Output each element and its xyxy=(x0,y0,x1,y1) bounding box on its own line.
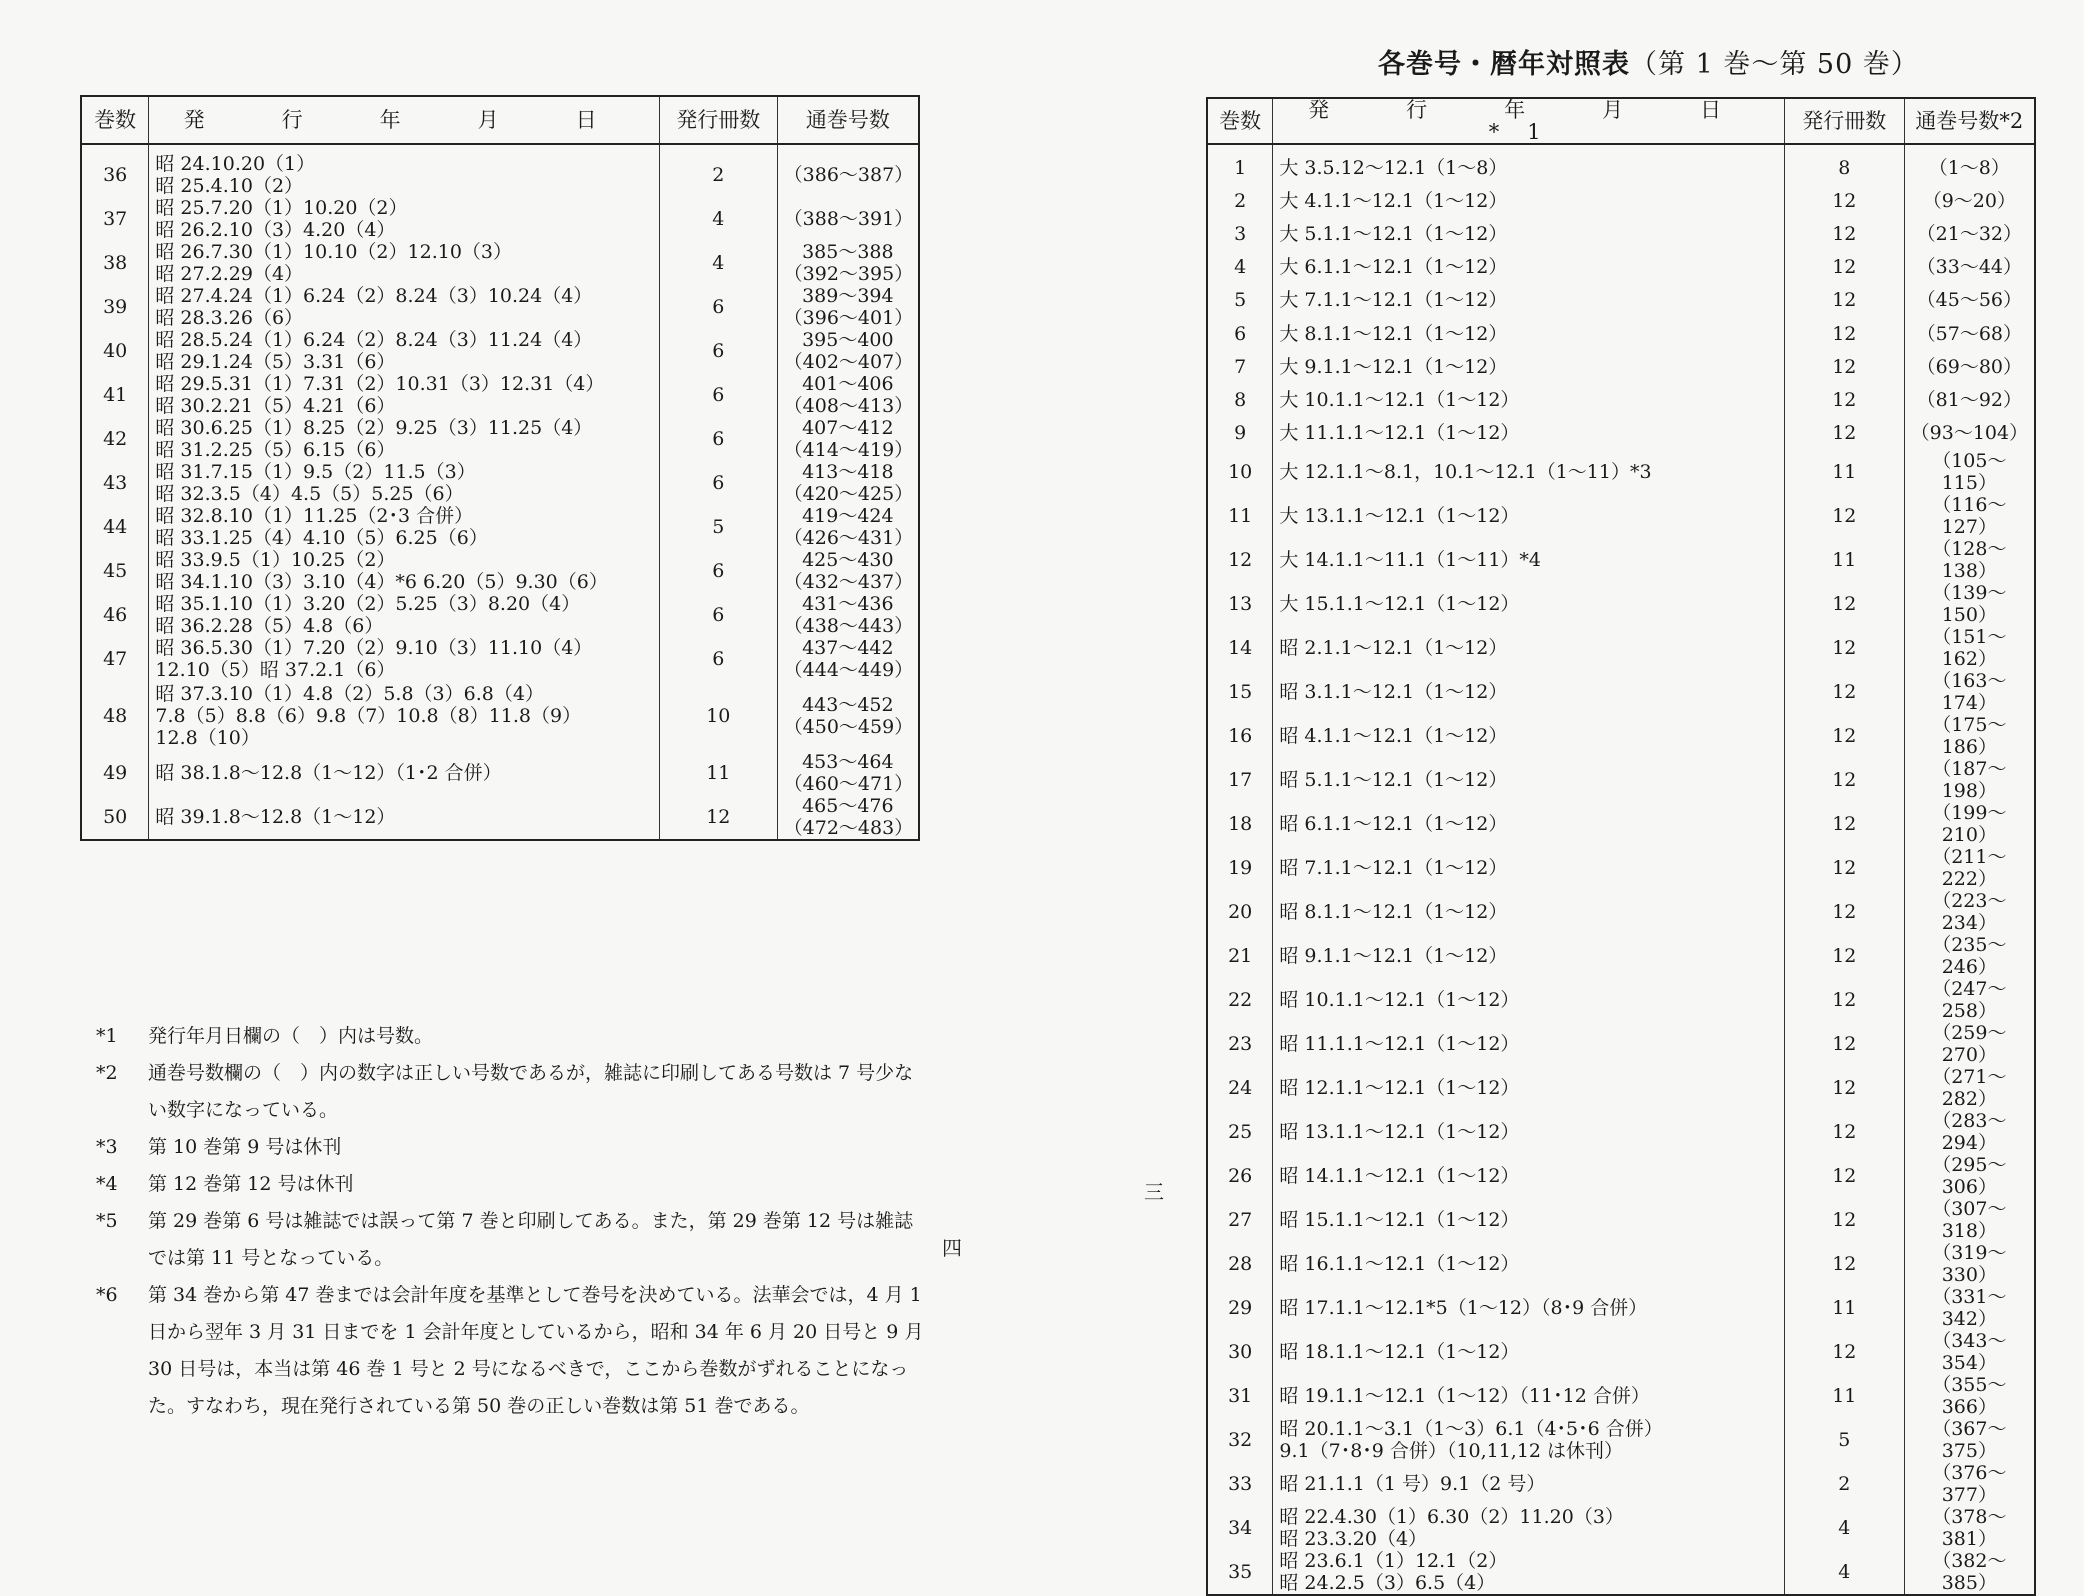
count-cell: 12 xyxy=(659,795,777,840)
footnote-mark: *3 xyxy=(96,1136,118,1158)
range-cell: （259〜270） xyxy=(1904,1022,2035,1066)
date-cell: 昭 26.7.30（1）10.10（2）12.10（3） 昭 27.2.29（4） xyxy=(149,241,660,285)
volume-cell: 19 xyxy=(1207,846,1273,890)
volume-cell: 49 xyxy=(81,751,149,795)
count-cell: 4 xyxy=(1784,1550,1904,1595)
footnotes xyxy=(96,1018,926,1425)
date-cell: 昭 9.1.1〜12.1（1〜12） xyxy=(1273,934,1785,978)
left-volume-table xyxy=(80,95,920,841)
date-cell: 昭 35.1.10（1）3.20（2）5.25（3）8.20（4） 昭 36.2.28（5）4.8（6） xyxy=(149,593,660,637)
date-cell: 昭 39.1.8〜12.8（1〜12） xyxy=(149,795,660,840)
left-page xyxy=(0,0,1042,1514)
volume-cell: 13 xyxy=(1207,582,1273,626)
table-row xyxy=(81,417,919,461)
date-cell: 昭 38.1.8〜12.8（1〜12）（1･2 合併） xyxy=(149,751,660,795)
count-cell: 6 xyxy=(659,373,777,417)
range-cell: （105〜115） xyxy=(1904,450,2035,494)
count-cell: 11 xyxy=(1784,1286,1904,1330)
table-row xyxy=(1207,846,2035,890)
date-cell: 大 9.1.1〜12.1（1〜12） xyxy=(1273,350,1785,383)
range-cell: （69〜80） xyxy=(1904,350,2035,383)
header-volume: 巻数 xyxy=(1207,98,1273,144)
range-cell: 385〜388 （392〜395） xyxy=(777,241,919,285)
range-cell: （57〜68） xyxy=(1904,317,2035,350)
table-row xyxy=(1207,758,2035,802)
range-cell: （307〜318） xyxy=(1904,1198,2035,1242)
footnote-text: 発行年月日欄の（ ）内は号数。 xyxy=(148,1025,434,1047)
page-title xyxy=(1378,42,1919,81)
right-volume-table xyxy=(1206,97,2036,1596)
date-cell: 大 13.1.1〜12.1（1〜12） xyxy=(1273,494,1785,538)
count-cell: 5 xyxy=(1784,1418,1904,1462)
date-cell: 大 8.1.1〜12.1（1〜12） xyxy=(1273,317,1785,350)
footnote-text: 第 12 巻第 12 号は休刊 xyxy=(148,1173,354,1195)
volume-cell: 7 xyxy=(1207,350,1273,383)
count-cell: 12 xyxy=(1784,1110,1904,1154)
table-row xyxy=(1207,1198,2035,1242)
range-cell: （295〜306） xyxy=(1904,1154,2035,1198)
date-cell: 昭 19.1.1〜12.1（1〜12）（11･12 合併） xyxy=(1273,1374,1785,1418)
table-row xyxy=(1207,317,2035,350)
date-cell: 昭 14.1.1〜12.1（1〜12） xyxy=(1273,1154,1785,1198)
count-cell: 11 xyxy=(1784,538,1904,582)
date-cell: 昭 2.1.1〜12.1（1〜12） xyxy=(1273,626,1785,670)
table-row xyxy=(81,795,919,840)
count-cell: 10 xyxy=(659,681,777,751)
table-row xyxy=(1207,802,2035,846)
volume-cell: 12 xyxy=(1207,538,1273,582)
volume-cell: 34 xyxy=(1207,1506,1273,1550)
range-cell: （367〜375） xyxy=(1904,1418,2035,1462)
right-table-body xyxy=(1207,144,2035,1595)
table-row xyxy=(1207,934,2035,978)
footnote-text: 通巻号数欄の（ ）内の数字は正しい号数であるが，雑誌に印刷してある号数は 7 号少ない数字になっている。 xyxy=(148,1062,914,1121)
volume-cell: 3 xyxy=(1207,217,1273,250)
header-issue-count: 発行冊数 xyxy=(659,96,777,144)
range-cell: 419〜424 （426〜431） xyxy=(777,505,919,549)
count-cell: 12 xyxy=(1784,626,1904,670)
range-cell: （116〜127） xyxy=(1904,494,2035,538)
table-row xyxy=(81,593,919,637)
date-cell: 大 15.1.1〜12.1（1〜12） xyxy=(1273,582,1785,626)
count-cell: 2 xyxy=(1784,1462,1904,1506)
count-cell: 8 xyxy=(1784,151,1904,184)
date-cell: 昭 27.4.24（1）6.24（2）8.24（3）10.24（4） 昭 28.3.26（6） xyxy=(149,285,660,329)
volume-cell: 29 xyxy=(1207,1286,1273,1330)
volume-cell: 41 xyxy=(81,373,149,417)
date-cell: 昭 20.1.1〜3.1（1〜3）6.1（4･5･6 合併） 9.1（7･8･9 合併）（10,11,12 は休刊） xyxy=(1273,1418,1785,1462)
table-row xyxy=(1207,1418,2035,1462)
date-cell: 大 6.1.1〜12.1（1〜12） xyxy=(1273,251,1785,284)
date-cell: 大 10.1.1〜12.1（1〜12） xyxy=(1273,383,1785,416)
count-cell: 12 xyxy=(1784,582,1904,626)
date-cell: 昭 8.1.1〜12.1（1〜12） xyxy=(1273,890,1785,934)
footnote-mark: *6 xyxy=(96,1284,118,1306)
table-row xyxy=(1207,1242,2035,1286)
count-cell: 12 xyxy=(1784,417,1904,450)
footnote-mark: *1 xyxy=(96,1025,118,1047)
range-cell: （1〜8） xyxy=(1904,151,2035,184)
table-row xyxy=(81,153,919,197)
range-cell: （128〜138） xyxy=(1904,538,2035,582)
date-cell: 昭 32.8.10（1）11.25（2･3 合併） 昭 33.1.25（4）4.10（5）6.25（6） xyxy=(149,505,660,549)
footnote xyxy=(96,1055,926,1129)
volume-cell: 14 xyxy=(1207,626,1273,670)
volume-cell: 15 xyxy=(1207,670,1273,714)
range-cell: （319〜330） xyxy=(1904,1242,2035,1286)
date-cell: 大 7.1.1〜12.1（1〜12） xyxy=(1273,284,1785,317)
volume-cell: 10 xyxy=(1207,450,1273,494)
date-cell: 昭 21.1.1（1 号）9.1（2 号） xyxy=(1273,1462,1785,1506)
footnote xyxy=(96,1166,926,1203)
volume-cell: 36 xyxy=(81,153,149,197)
count-cell: 2 xyxy=(659,153,777,197)
range-cell: （151〜162） xyxy=(1904,626,2035,670)
range-cell: （9〜20） xyxy=(1904,184,2035,217)
range-cell: （271〜282） xyxy=(1904,1066,2035,1110)
table-row xyxy=(1207,350,2035,383)
count-cell: 12 xyxy=(1784,184,1904,217)
count-cell: 12 xyxy=(1784,251,1904,284)
table-row xyxy=(1207,184,2035,217)
page-number-right: 三 xyxy=(1144,1180,1164,1204)
volume-cell: 46 xyxy=(81,593,149,637)
count-cell: 12 xyxy=(1784,714,1904,758)
range-cell: （235〜246） xyxy=(1904,934,2035,978)
footnote xyxy=(96,1129,926,1166)
table-row xyxy=(1207,417,2035,450)
table-row xyxy=(1207,1022,2035,1066)
volume-cell: 8 xyxy=(1207,383,1273,416)
count-cell: 12 xyxy=(1784,670,1904,714)
range-cell: （378〜381） xyxy=(1904,1506,2035,1550)
volume-cell: 1 xyxy=(1207,151,1273,184)
table-row xyxy=(1207,1506,2035,1550)
range-cell: （355〜366） xyxy=(1904,1374,2035,1418)
range-cell: （163〜174） xyxy=(1904,670,2035,714)
table-row xyxy=(81,373,919,417)
count-cell: 12 xyxy=(1784,284,1904,317)
date-cell: 昭 4.1.1〜12.1（1〜12） xyxy=(1273,714,1785,758)
table-row xyxy=(1207,1550,2035,1595)
volume-cell: 45 xyxy=(81,549,149,593)
table-row xyxy=(1207,1154,2035,1198)
count-cell: 4 xyxy=(659,197,777,241)
date-cell: 大 4.1.1〜12.1（1〜12） xyxy=(1273,184,1785,217)
volume-cell: 42 xyxy=(81,417,149,461)
date-cell: 昭 31.7.15（1）9.5（2）11.5（3） 昭 32.3.5（4）4.5（5）5.25（6） xyxy=(149,461,660,505)
count-cell: 12 xyxy=(1784,1066,1904,1110)
date-cell: 昭 15.1.1〜12.1（1〜12） xyxy=(1273,1198,1785,1242)
range-cell: 465〜476 （472〜483） xyxy=(777,795,919,840)
date-cell: 昭 10.1.1〜12.1（1〜12） xyxy=(1273,978,1785,1022)
header-volume: 巻数 xyxy=(81,96,149,144)
count-cell: 12 xyxy=(1784,802,1904,846)
volume-cell: 11 xyxy=(1207,494,1273,538)
date-cell: 昭 11.1.1〜12.1（1〜12） xyxy=(1273,1022,1785,1066)
count-cell: 12 xyxy=(1784,1022,1904,1066)
footnote-text: 第 10 巻第 9 号は休刊 xyxy=(148,1136,342,1158)
volume-cell: 25 xyxy=(1207,1110,1273,1154)
count-cell: 11 xyxy=(1784,1374,1904,1418)
volume-cell: 31 xyxy=(1207,1374,1273,1418)
count-cell: 12 xyxy=(1784,846,1904,890)
footnote-mark: *2 xyxy=(96,1062,118,1084)
table-row xyxy=(1207,890,2035,934)
volume-cell: 44 xyxy=(81,505,149,549)
volume-cell: 9 xyxy=(1207,417,1273,450)
range-cell: （343〜354） xyxy=(1904,1330,2035,1374)
table-spacer-row xyxy=(1207,144,2035,151)
count-cell: 6 xyxy=(659,285,777,329)
volume-cell: 26 xyxy=(1207,1154,1273,1198)
range-cell: （386〜387） xyxy=(777,153,919,197)
count-cell: 6 xyxy=(659,637,777,681)
page-number-left: 四 xyxy=(942,1236,962,1260)
volume-cell: 47 xyxy=(81,637,149,681)
footnote-mark: *5 xyxy=(96,1210,118,1232)
range-cell: （382〜385） xyxy=(1904,1550,2035,1595)
count-cell: 12 xyxy=(1784,1330,1904,1374)
count-cell: 11 xyxy=(1784,450,1904,494)
table-spacer-row xyxy=(81,144,919,153)
volume-cell: 21 xyxy=(1207,934,1273,978)
date-cell: 昭 13.1.1〜12.1（1〜12） xyxy=(1273,1110,1785,1154)
table-row xyxy=(1207,284,2035,317)
date-cell: 昭 7.1.1〜12.1（1〜12） xyxy=(1273,846,1785,890)
date-cell: 昭 5.1.1〜12.1（1〜12） xyxy=(1273,758,1785,802)
count-cell: 12 xyxy=(1784,217,1904,250)
count-cell: 11 xyxy=(659,751,777,795)
volume-cell: 4 xyxy=(1207,251,1273,284)
header-issue-date: 発 行 年 月 日*1 xyxy=(1273,98,1785,144)
footnote xyxy=(96,1018,926,1055)
range-cell: （21〜32） xyxy=(1904,217,2035,250)
title-range: （第 1 巻〜第 50 巻） xyxy=(1630,49,1919,80)
table-row xyxy=(1207,494,2035,538)
table-row xyxy=(1207,1462,2035,1506)
header-cumulative-number: 通巻号数*2 xyxy=(1904,98,2035,144)
range-cell: 401〜406 （408〜413） xyxy=(777,373,919,417)
volume-cell: 5 xyxy=(1207,284,1273,317)
footnote-mark: *4 xyxy=(96,1173,118,1195)
volume-cell: 30 xyxy=(1207,1330,1273,1374)
range-cell: 389〜394 （396〜401） xyxy=(777,285,919,329)
date-cell: 大 14.1.1〜11.1（1〜11）*4 xyxy=(1273,538,1785,582)
table-row xyxy=(1207,1286,2035,1330)
range-cell: （331〜342） xyxy=(1904,1286,2035,1330)
date-cell: 昭 6.1.1〜12.1（1〜12） xyxy=(1273,802,1785,846)
table-row xyxy=(1207,670,2035,714)
range-cell: 431〜436 （438〜443） xyxy=(777,593,919,637)
volume-cell: 50 xyxy=(81,795,149,840)
table-row xyxy=(1207,1110,2035,1154)
table-row xyxy=(1207,978,2035,1022)
volume-cell: 37 xyxy=(81,197,149,241)
table-row xyxy=(1207,626,2035,670)
volume-cell: 33 xyxy=(1207,1462,1273,1506)
count-cell: 12 xyxy=(1784,383,1904,416)
volume-cell: 38 xyxy=(81,241,149,285)
date-cell: 昭 18.1.1〜12.1（1〜12） xyxy=(1273,1330,1785,1374)
count-cell: 6 xyxy=(659,549,777,593)
date-cell: 昭 37.3.10（1）4.8（2）5.8（3）6.8（4） 7.8（5）8.8（6）9.8（7）10.8（8）11.8（9） 12.8（10） xyxy=(149,681,660,751)
volume-cell: 24 xyxy=(1207,1066,1273,1110)
count-cell: 12 xyxy=(1784,934,1904,978)
count-cell: 6 xyxy=(659,417,777,461)
footnote-text: 第 34 巻から第 47 巻までは会計年度を基準として巻号を決めている。法華会では，4 月 1 日から翌年 3 月 31 日までを 1 会計年度としているから，昭和 34 年 6 月 20 日号と 9 月 30 日号は，本当は第 46 巻 1 号と 2 号になるべきで，ここから巻数がずれることになった。すなわち，現在発行されている第 50 巻の正しい巻数は第 51 巻である。 xyxy=(148,1284,924,1417)
date-cell: 昭 16.1.1〜12.1（1〜12） xyxy=(1273,1242,1785,1286)
date-cell: 昭 33.9.5（1）10.25（2） 昭 34.1.10（3）3.10（4）*6 6.20（5）9.30（6） xyxy=(149,549,660,593)
count-cell: 12 xyxy=(1784,1154,1904,1198)
range-cell: （33〜44） xyxy=(1904,251,2035,284)
date-cell: 昭 3.1.1〜12.1（1〜12） xyxy=(1273,670,1785,714)
date-cell: 昭 30.6.25（1）8.25（2）9.25（3）11.25（4） 昭 31.2.25（5）6.15（6） xyxy=(149,417,660,461)
table-row xyxy=(1207,450,2035,494)
count-cell: 6 xyxy=(659,461,777,505)
range-cell: 413〜418 （420〜425） xyxy=(777,461,919,505)
table-row xyxy=(81,329,919,373)
volume-cell: 6 xyxy=(1207,317,1273,350)
range-cell: 443〜452 （450〜459） xyxy=(777,681,919,751)
right-table-header-row xyxy=(1207,98,2035,144)
table-row xyxy=(81,637,919,681)
date-cell: 昭 36.5.30（1）7.20（2）9.10（3）11.10（4） 12.10（5）昭 37.2.1（6） xyxy=(149,637,660,681)
footnote xyxy=(96,1203,926,1277)
table-row xyxy=(1207,582,2035,626)
table-row xyxy=(81,505,919,549)
volume-cell: 40 xyxy=(81,329,149,373)
table-row xyxy=(1207,1066,2035,1110)
left-table-header-row xyxy=(81,96,919,144)
table-row xyxy=(1207,714,2035,758)
footnote xyxy=(96,1277,926,1425)
range-cell: （211〜222） xyxy=(1904,846,2035,890)
date-cell: 昭 25.7.20（1）10.20（2） 昭 26.2.10（3）4.20（4） xyxy=(149,197,660,241)
count-cell: 6 xyxy=(659,593,777,637)
count-cell: 4 xyxy=(1784,1506,1904,1550)
range-cell: （247〜258） xyxy=(1904,978,2035,1022)
count-cell: 12 xyxy=(1784,978,1904,1022)
range-cell: 437〜442 （444〜449） xyxy=(777,637,919,681)
count-cell: 4 xyxy=(659,241,777,285)
volume-cell: 28 xyxy=(1207,1242,1273,1286)
range-cell: 425〜430 （432〜437） xyxy=(777,549,919,593)
range-cell: （223〜234） xyxy=(1904,890,2035,934)
volume-cell: 20 xyxy=(1207,890,1273,934)
title-main: 各巻号・暦年対照表 xyxy=(1378,49,1630,80)
range-cell: （93〜104） xyxy=(1904,417,2035,450)
volume-cell: 18 xyxy=(1207,802,1273,846)
count-cell: 12 xyxy=(1784,1198,1904,1242)
range-cell: （283〜294） xyxy=(1904,1110,2035,1154)
range-cell: （187〜198） xyxy=(1904,758,2035,802)
header-cumulative-number: 通巻号数 xyxy=(777,96,919,144)
header-issue-date: 発 行 年 月 日 xyxy=(149,96,660,144)
table-row xyxy=(81,461,919,505)
date-cell: 昭 23.6.1（1）12.1（2） 昭 24.2.5（3）6.5（4） xyxy=(1273,1550,1785,1595)
count-cell: 12 xyxy=(1784,1242,1904,1286)
date-cell: 昭 24.10.20（1） 昭 25.4.10（2） xyxy=(149,153,660,197)
table-row xyxy=(1207,251,2035,284)
volume-cell: 23 xyxy=(1207,1022,1273,1066)
volume-cell: 2 xyxy=(1207,184,1273,217)
range-cell: （376〜377） xyxy=(1904,1462,2035,1506)
count-cell: 12 xyxy=(1784,494,1904,538)
date-cell: 昭 28.5.24（1）6.24（2）8.24（3）11.24（4） 昭 29.1.24（5）3.31（6） xyxy=(149,329,660,373)
date-cell: 大 5.1.1〜12.1（1〜12） xyxy=(1273,217,1785,250)
date-cell: 昭 29.5.31（1）7.31（2）10.31（3）12.31（4） 昭 30.2.21（5）4.21（6） xyxy=(149,373,660,417)
count-cell: 5 xyxy=(659,505,777,549)
table-row xyxy=(1207,383,2035,416)
count-cell: 6 xyxy=(659,329,777,373)
table-row xyxy=(81,751,919,795)
volume-cell: 48 xyxy=(81,681,149,751)
footnote-text: 第 29 巻第 6 号は雑誌では誤って第 7 巻と印刷してある。また，第 29 巻第 12 号は雑誌では第 11 号となっている。 xyxy=(148,1210,914,1269)
count-cell: 12 xyxy=(1784,758,1904,802)
date-cell: 昭 17.1.1〜12.1*5（1〜12）（8･9 合併） xyxy=(1273,1286,1785,1330)
range-cell: 395〜400 （402〜407） xyxy=(777,329,919,373)
table-row xyxy=(1207,1374,2035,1418)
table-row xyxy=(1207,151,2035,184)
range-cell: 453〜464 （460〜471） xyxy=(777,751,919,795)
range-cell: （388〜391） xyxy=(777,197,919,241)
range-cell: （199〜210） xyxy=(1904,802,2035,846)
date-cell: 昭 12.1.1〜12.1（1〜12） xyxy=(1273,1066,1785,1110)
table-row xyxy=(81,197,919,241)
volume-cell: 32 xyxy=(1207,1418,1273,1462)
header-issue-count: 発行冊数 xyxy=(1784,98,1904,144)
range-cell: （175〜186） xyxy=(1904,714,2035,758)
table-row xyxy=(81,241,919,285)
table-row xyxy=(81,681,919,751)
table-row xyxy=(1207,1330,2035,1374)
volume-cell: 22 xyxy=(1207,978,1273,1022)
table-row xyxy=(1207,217,2035,250)
volume-cell: 17 xyxy=(1207,758,1273,802)
count-cell: 12 xyxy=(1784,890,1904,934)
volume-cell: 39 xyxy=(81,285,149,329)
left-table-body xyxy=(81,144,919,840)
table-row xyxy=(81,549,919,593)
date-cell: 大 3.5.12〜12.1（1〜8） xyxy=(1273,151,1785,184)
date-cell: 大 11.1.1〜12.1（1〜12） xyxy=(1273,417,1785,450)
date-cell: 昭 22.4.30（1）6.30（2）11.20（3） 昭 23.3.20（4） xyxy=(1273,1506,1785,1550)
right-page xyxy=(1100,0,2084,1594)
range-cell: 407〜412 （414〜419） xyxy=(777,417,919,461)
volume-cell: 16 xyxy=(1207,714,1273,758)
count-cell: 12 xyxy=(1784,350,1904,383)
range-cell: （139〜150） xyxy=(1904,582,2035,626)
range-cell: （45〜56） xyxy=(1904,284,2035,317)
table-row xyxy=(81,285,919,329)
volume-cell: 27 xyxy=(1207,1198,1273,1242)
date-cell: 大 12.1.1〜8.1，10.1〜12.1（1〜11）*3 xyxy=(1273,450,1785,494)
range-cell: （81〜92） xyxy=(1904,383,2035,416)
table-row xyxy=(1207,538,2035,582)
count-cell: 12 xyxy=(1784,317,1904,350)
volume-cell: 43 xyxy=(81,461,149,505)
volume-cell: 35 xyxy=(1207,1550,1273,1595)
